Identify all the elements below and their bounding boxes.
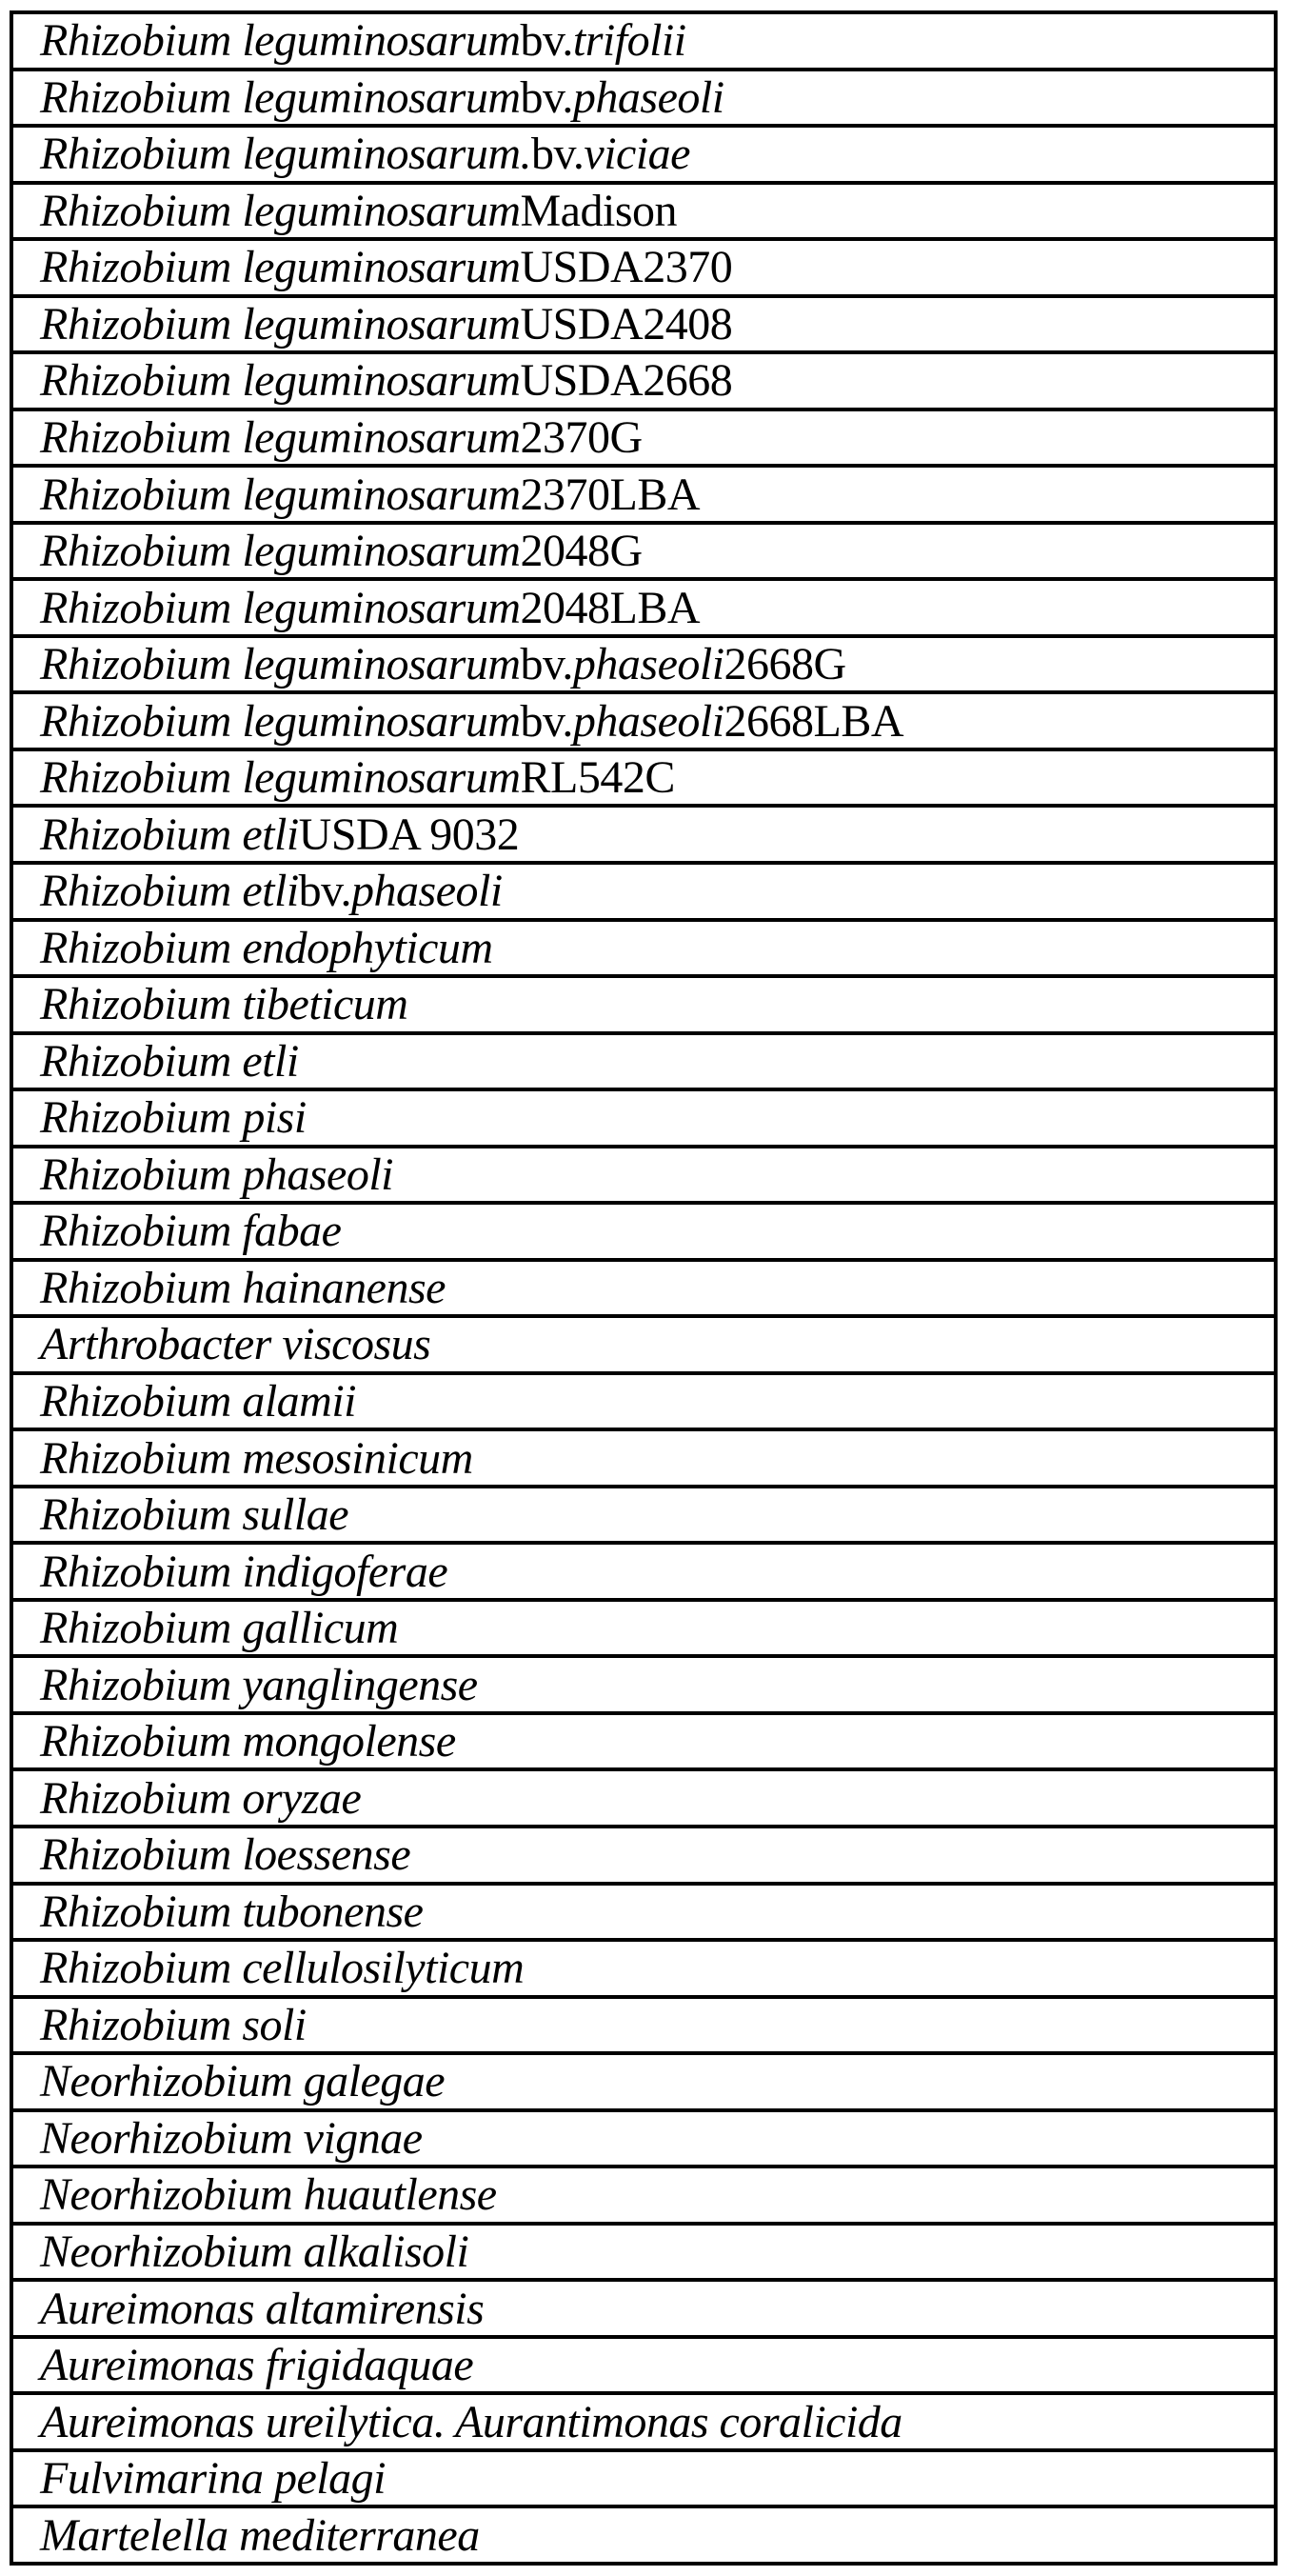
species-name-segment: USDA2408 (520, 298, 733, 349)
table-row (13, 71, 1274, 129)
species-name-segment: Rhizobium oryzae (40, 1772, 362, 1824)
species-name-segment: Fulvimarina pelagi (40, 2453, 386, 2505)
species-name-segment: phaseoli (572, 71, 724, 123)
species-name-segment: Aureimonas ureilytica. Aurantimonas coralicida (40, 2396, 902, 2447)
species-name-segment: Rhizobium tibeticum (40, 979, 408, 1030)
species-name-segment: Rhizobium leguminosarum (40, 15, 521, 67)
species-name-segment: Aureimonas frigidaquae (40, 2340, 474, 2391)
table-row (13, 865, 1274, 922)
species-name-segment: Rhizobium sullae (40, 1489, 348, 1541)
species-name-segment: Rhizobium leguminosarum (40, 71, 521, 123)
table-row (13, 751, 1274, 809)
species-name-segment: Rhizobium mongolense (40, 1716, 456, 1767)
species-name-segment: trifolii (572, 15, 686, 67)
species-name-segment: Rhizobium leguminosarum (40, 355, 521, 407)
table-row (13, 241, 1274, 298)
table-row (13, 1318, 1274, 1375)
table-row (13, 1771, 1274, 1828)
species-name-segment: Neorhizobium vignae (40, 2112, 423, 2164)
species-name-segment: phaseoli (572, 639, 724, 690)
table-row (13, 922, 1274, 979)
table-row (13, 128, 1274, 185)
table-row (13, 1148, 1274, 1206)
species-name-segment: Martelella mediterranea (40, 2509, 480, 2561)
species-name-segment: Rhizobium etli (40, 809, 299, 860)
species-name-segment: Rhizobium mesosinicum (40, 1432, 473, 1484)
table-row (13, 694, 1274, 751)
table-row (13, 1828, 1274, 1886)
species-name-segment: Rhizobium leguminosarum (40, 242, 521, 293)
species-name-segment: Madison (520, 185, 677, 236)
table-row (13, 978, 1274, 1035)
table-row (13, 2168, 1274, 2226)
species-name-segment: phaseoli (351, 866, 503, 917)
table-row (13, 1545, 1274, 1602)
species-name-segment: Rhizobium indigoferae (40, 1546, 448, 1597)
species-name-segment: Aureimonas altamirensis (40, 2283, 485, 2334)
table-row (13, 2508, 1274, 2562)
table-row (13, 1942, 1274, 1999)
species-name-segment: bv. (520, 71, 573, 123)
species-name-segment: USDA2668 (520, 355, 733, 407)
table-row (13, 2282, 1274, 2339)
species-name-segment: USDA2370 (520, 242, 733, 293)
species-name-segment: Rhizobium leguminosarum (40, 752, 521, 804)
species-name-segment: 2048LBA (520, 582, 700, 633)
species-name-segment: Rhizobium yanglingense (40, 1659, 478, 1710)
species-name-segment: Rhizobium soli (40, 1999, 307, 2050)
table-row (13, 581, 1274, 638)
table-row (13, 1205, 1274, 1262)
table-row (13, 1091, 1274, 1148)
table-row (13, 468, 1274, 525)
species-name-segment: USDA 9032 (298, 809, 520, 860)
species-name-segment: Rhizobium pisi (40, 1092, 307, 1144)
table-row (13, 638, 1274, 695)
species-name-segment: Rhizobium etli (40, 866, 299, 917)
species-name-segment: Rhizobium leguminosarum (40, 639, 521, 690)
table-row (13, 2339, 1274, 2396)
table-row (13, 298, 1274, 355)
species-name-segment: 2668LBA (724, 695, 904, 747)
species-name-segment: Rhizobium leguminosarum (40, 298, 521, 349)
table-row (13, 1488, 1274, 1546)
table-row (13, 185, 1274, 242)
species-name-segment: 2370LBA (520, 469, 700, 520)
species-name-segment: Rhizobium cellulosilyticum (40, 1943, 525, 1994)
table-row (13, 1658, 1274, 1715)
table-row (13, 2395, 1274, 2452)
species-name-segment: Rhizobium fabae (40, 1206, 342, 1257)
species-name-segment: bv. (520, 639, 573, 690)
species-name-segment: Rhizobium endophyticum (40, 922, 493, 973)
species-name-segment: Rhizobium loessense (40, 1829, 411, 1881)
species-name-segment: Rhizobium leguminosarum (40, 411, 521, 463)
species-name-segment: bv. (520, 15, 573, 67)
species-name-segment: 2668G (724, 639, 846, 690)
species-name-segment: Rhizobium leguminosarum (40, 526, 521, 577)
species-name-segment: Rhizobium leguminosarum (40, 582, 521, 633)
species-name-segment: Rhizobium hainanense (40, 1262, 446, 1313)
table-row (13, 2055, 1274, 2112)
species-name-segment: Rhizobium leguminosarum. (40, 129, 531, 180)
table-row (13, 411, 1274, 469)
species-name-segment: Rhizobium phaseoli (40, 1148, 393, 1200)
table-row (13, 1999, 1274, 2056)
species-name-segment: 2370G (520, 411, 643, 463)
species-name-segment: 2048G (520, 526, 643, 577)
species-name-segment: bv. (531, 129, 585, 180)
table-row (13, 2226, 1274, 2283)
species-name-segment: Rhizobium tubonense (40, 1886, 424, 1937)
species-name-segment: bv. (298, 866, 352, 917)
table-row (13, 1602, 1274, 1659)
species-name-segment: Rhizobium leguminosarum (40, 469, 521, 520)
table-row (13, 1715, 1274, 1772)
species-name-segment: Rhizobium leguminosarum (40, 185, 521, 236)
species-name-segment: Rhizobium etli (40, 1035, 299, 1087)
table-row (13, 2452, 1274, 2509)
species-name-segment: Rhizobium gallicum (40, 1603, 399, 1654)
species-table (10, 10, 1278, 2566)
species-name-segment: Rhizobium leguminosarum (40, 695, 521, 747)
table-row (13, 14, 1274, 71)
table-row (13, 525, 1274, 582)
table-row (13, 808, 1274, 865)
table-row (13, 354, 1274, 411)
table-row (13, 1886, 1274, 1943)
table-row (13, 1035, 1274, 1092)
species-name-segment: phaseoli (572, 695, 724, 747)
species-name-segment: Rhizobium alamii (40, 1376, 357, 1428)
species-name-segment: bv. (520, 695, 573, 747)
table-row (13, 1431, 1274, 1488)
species-name-segment: Neorhizobium huautlense (40, 2169, 497, 2221)
species-name-segment: Neorhizobium galegae (40, 2056, 446, 2107)
species-name-segment: RL542C (520, 752, 675, 804)
species-name-segment: Neorhizobium alkalisoli (40, 2226, 469, 2277)
table-row (13, 2112, 1274, 2169)
table-row (13, 1375, 1274, 1432)
species-name-segment: Arthrobacter viscosus (40, 1319, 431, 1370)
species-name-segment: viciae (584, 129, 690, 180)
table-row (13, 1262, 1274, 1319)
